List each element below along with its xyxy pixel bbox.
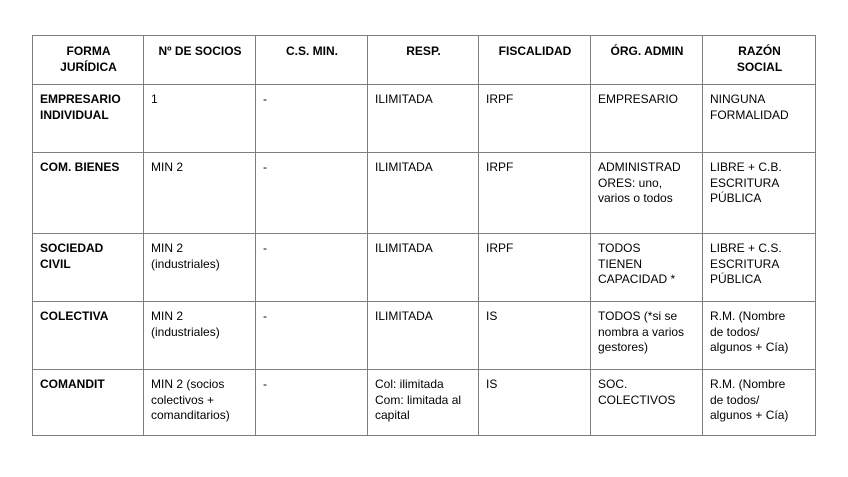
table-cell: SOC. COLECTIVOS (591, 370, 703, 436)
table-row (33, 153, 816, 234)
table-cell: - (256, 302, 368, 370)
table-cell: ILIMITADA (368, 302, 479, 370)
table-cell: COLECTIVA (33, 302, 144, 370)
table-cell: ILIMITADA (368, 153, 479, 234)
table-cell: IS (479, 302, 591, 370)
table-cell: Col: ilimitada Com: limitada al capital (368, 370, 479, 436)
table-cell: LIBRE + C.S. ESCRITURA PÚBLICA (703, 234, 816, 302)
table-cell: R.M. (Nombre de todos/ algunos + Cía) (703, 370, 816, 436)
table-cell: COMANDIT (33, 370, 144, 436)
header-row (33, 36, 816, 85)
header-razon-social: RAZÓN SOCIAL (703, 36, 816, 85)
table-cell: 1 (144, 85, 256, 153)
table-cell: EMPRESARIO (591, 85, 703, 153)
table-cell: ILIMITADA (368, 85, 479, 153)
table-cell: - (256, 85, 368, 153)
table-cell: IRPF (479, 85, 591, 153)
table-cell: IS (479, 370, 591, 436)
table-cell: TODOS (*si se nombra a varios gestores) (591, 302, 703, 370)
table-cell: ILIMITADA (368, 234, 479, 302)
table-row (33, 370, 816, 436)
table-cell: EMPRESARIO INDIVIDUAL (33, 85, 144, 153)
header-fiscalidad: FISCALIDAD (479, 36, 591, 85)
table-cell: IRPF (479, 234, 591, 302)
table-cell: IRPF (479, 153, 591, 234)
table-cell: ADMINISTRAD ORES: uno, varios o todos (591, 153, 703, 234)
table-cell: MIN 2 (industriales) (144, 302, 256, 370)
table-cell: R.M. (Nombre de todos/ algunos + Cía) (703, 302, 816, 370)
table-cell: NINGUNA FORMALIDAD (703, 85, 816, 153)
table-cell: MIN 2 (144, 153, 256, 234)
table-cell: - (256, 153, 368, 234)
table-cell: - (256, 234, 368, 302)
table-row (33, 85, 816, 153)
table-row (33, 302, 816, 370)
header-cs-min: C.S. MIN. (256, 36, 368, 85)
table-cell: MIN 2 (industriales) (144, 234, 256, 302)
legal-forms-table (32, 35, 816, 436)
header-forma-juridica: FORMA JURÍDICA (33, 36, 144, 85)
header-num-socios: Nº DE SOCIOS (144, 36, 256, 85)
table-cell: MIN 2 (socios colectivos + comanditarios) (144, 370, 256, 436)
table-row (33, 234, 816, 302)
table-cell: LIBRE + C.B. ESCRITURA PÚBLICA (703, 153, 816, 234)
table-cell: - (256, 370, 368, 436)
header-org-admin: ÓRG. ADMIN (591, 36, 703, 85)
header-resp: RESP. (368, 36, 479, 85)
table-cell: COM. BIENES (33, 153, 144, 234)
table-cell: TODOS TIENEN CAPACIDAD * (591, 234, 703, 302)
table-cell: SOCIEDAD CIVIL (33, 234, 144, 302)
